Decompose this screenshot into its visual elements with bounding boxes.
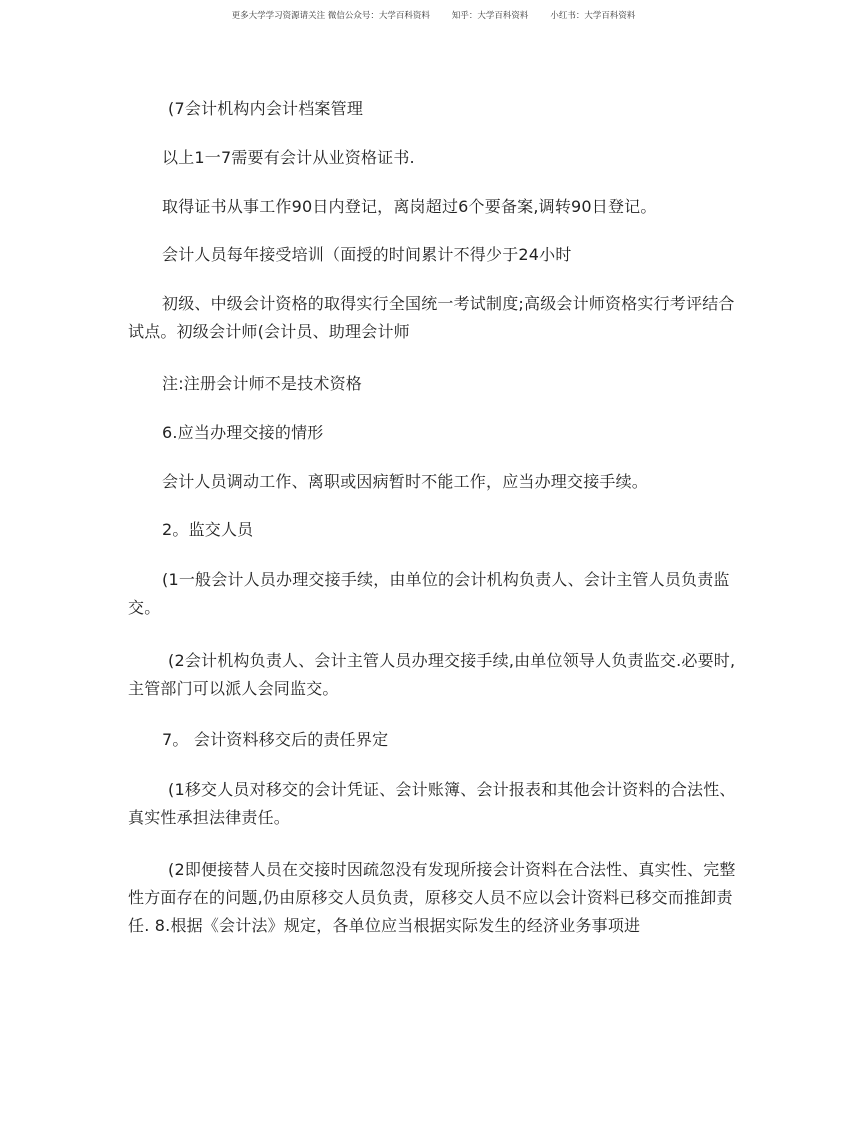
- paragraph: (1移交人员对移交的会计凭证、会计账簿、会计报表和其他会计资料的合法性、真实性承担法律责任。: [128, 780, 736, 827]
- paragraph: 初级、中级会计资格的取得实行全国统一考试制度;高级会计师资格实行考评结合试点。初级会计师(会计员、助理会计师: [128, 294, 735, 341]
- paragraph: 取得证书从事工作90日内登记，离岗超过6个要备案,调转90日登记。: [162, 197, 657, 216]
- page-header: [0, 11, 867, 21]
- paragraph: 6.应当办理交接的情形: [162, 423, 324, 442]
- paragraph: (1一般会计人员办理交接手续，由单位的会计机构负责人、会计主管人员负责监交。: [128, 570, 730, 617]
- paragraph: (7会计机构内会计档案管理: [168, 99, 364, 118]
- paragraph: 会计人员每年接受培训（面授的时间累计不得少于24小时: [162, 245, 572, 264]
- header-wechat-text: 更多大学学习资源请关注 微信公众号：大学百科资料: [231, 11, 430, 21]
- paragraph: 以上1一7需要有会计从业资格证书.: [162, 148, 415, 167]
- paragraph: (2会计机构负责人、会计主管人员办理交接手续,由单位领导人负责监交.必要时,主管部门可以派人会同监交。: [128, 651, 736, 698]
- paragraph: 2。监交人员: [162, 520, 254, 539]
- paragraph: (2即便接替人员在交接时因疏忽没有发现所接会计资料在合法性、真实性、完整性方面存在的问题,仍由原移交人员负责，原移交人员不应以会计资料已移交而推卸责任. 8.根据《会计法》规定，各单位应当根据实际发生的经济业务事项进: [128, 860, 736, 935]
- paragraph: 注:注册会计师不是技术资格: [162, 374, 362, 393]
- header-zhihu-text: 知乎：大学百科资料: [451, 11, 529, 21]
- header-xiaohongshu-text: 小红书：大学百科资料: [550, 11, 636, 21]
- paragraph: 会计人员调动工作、离职或因病暂时不能工作，应当办理交接手续。: [162, 472, 649, 491]
- paragraph: 7。 会计资料移交后的责任界定: [162, 730, 389, 749]
